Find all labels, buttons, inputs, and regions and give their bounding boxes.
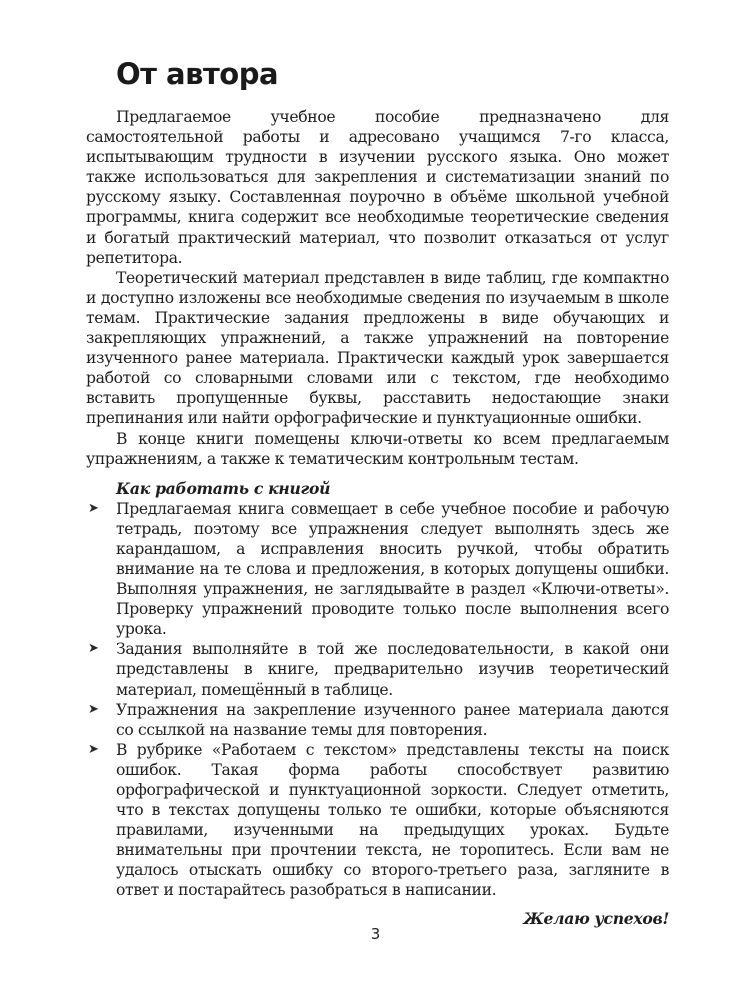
paragraph-answers: В конце книги помещены ключи-ответы ко всем предлагаемым упражнениям, а также к тематическим контрольным тестам.: [86, 429, 669, 468]
arrowhead-bullet-icon: ➤: [88, 741, 99, 757]
section-subheading: Как работать с книгой: [116, 478, 331, 498]
list-item: [86, 740, 669, 901]
document-page: [86, 52, 669, 929]
list-item: [86, 700, 669, 740]
closing-wish: Желаю успехов!: [523, 908, 669, 928]
arrowhead-bullet-icon: ➤: [88, 701, 99, 717]
list-item: [86, 639, 669, 699]
arrowhead-bullet-icon: ➤: [88, 641, 99, 657]
list-item: [86, 499, 669, 640]
list-item-text: В рубрике «Работаем с текстом» представлены тексты на поиск ошибок. Такая форма работы способствует развитию орфографической и пунктуационной зоркости. Следует отметить, что в текстах допущены только те ошибки, которые объясняются правилами, изученными на предыдущих уроках. Будьте внимательны при прочтении текста, не торопитесь. Если вам не удалось отыскать ошибку со второго-третьего раза, загляните в ответ и постарайтесь разобраться в написании.: [116, 740, 669, 900]
list-item-text: Предлагаемая книга совмещает в себе учебное пособие и рабочую тетрадь, поэтому все упражнения следует выполнять здесь же карандашом, а исправления вносить ручкой, чтобы обратить внимание на те слова и предложения, в которых допущены ошибки. Выполняя упражнения, не заглядывайте в раздел «Ключи-ответы». Проверку упражнений проводите только после выполнения всего урока.: [116, 499, 669, 639]
paragraph-theory: Теоретический материал представлен в виде таблиц, где компактно и доступно изложены все необходимые сведения по изучаемым в школе темам. Практические задания предложены в виде обучающих и закрепляющих упражнений, а также упражнений на повторение изученного ранее материала. Практически каждый урок завершается работой со словарными словами или с текстом, где необходимо вставить пропущенные буквы, расставить недостающие знаки препинания или найти орфографические и пунктуационные ошибки.: [86, 268, 669, 428]
list-item-text: Упражнения на закрепление изученного ранее материала даются со ссылкой на название темы для повторения.: [116, 700, 669, 739]
page-title: От автора: [116, 57, 279, 91]
paragraph-intro: Предлагаемое учебное пособие предназначено для самостоятельной работы и адресовано учащимся 7-го класса, испытывающим трудности в изучении русского языка. Оно может также использоваться для закрепления и систематизации знаний по русскому языку. Составленная поурочно в объёме школьной учебной программы, книга содержит все необходимые теоретические сведения и богатый практический материал, что позволит отказаться от услуг репетитора.: [86, 108, 669, 267]
arrowhead-bullet-icon: ➤: [88, 500, 99, 516]
list-item-text: Задания выполняйте в той же последовательности, в какой они представлены в книге, предварительно изучив теоретический материал, помещённый в таблице.: [116, 640, 669, 699]
instructions-list: [86, 499, 669, 901]
page-number: 3: [370, 925, 381, 943]
